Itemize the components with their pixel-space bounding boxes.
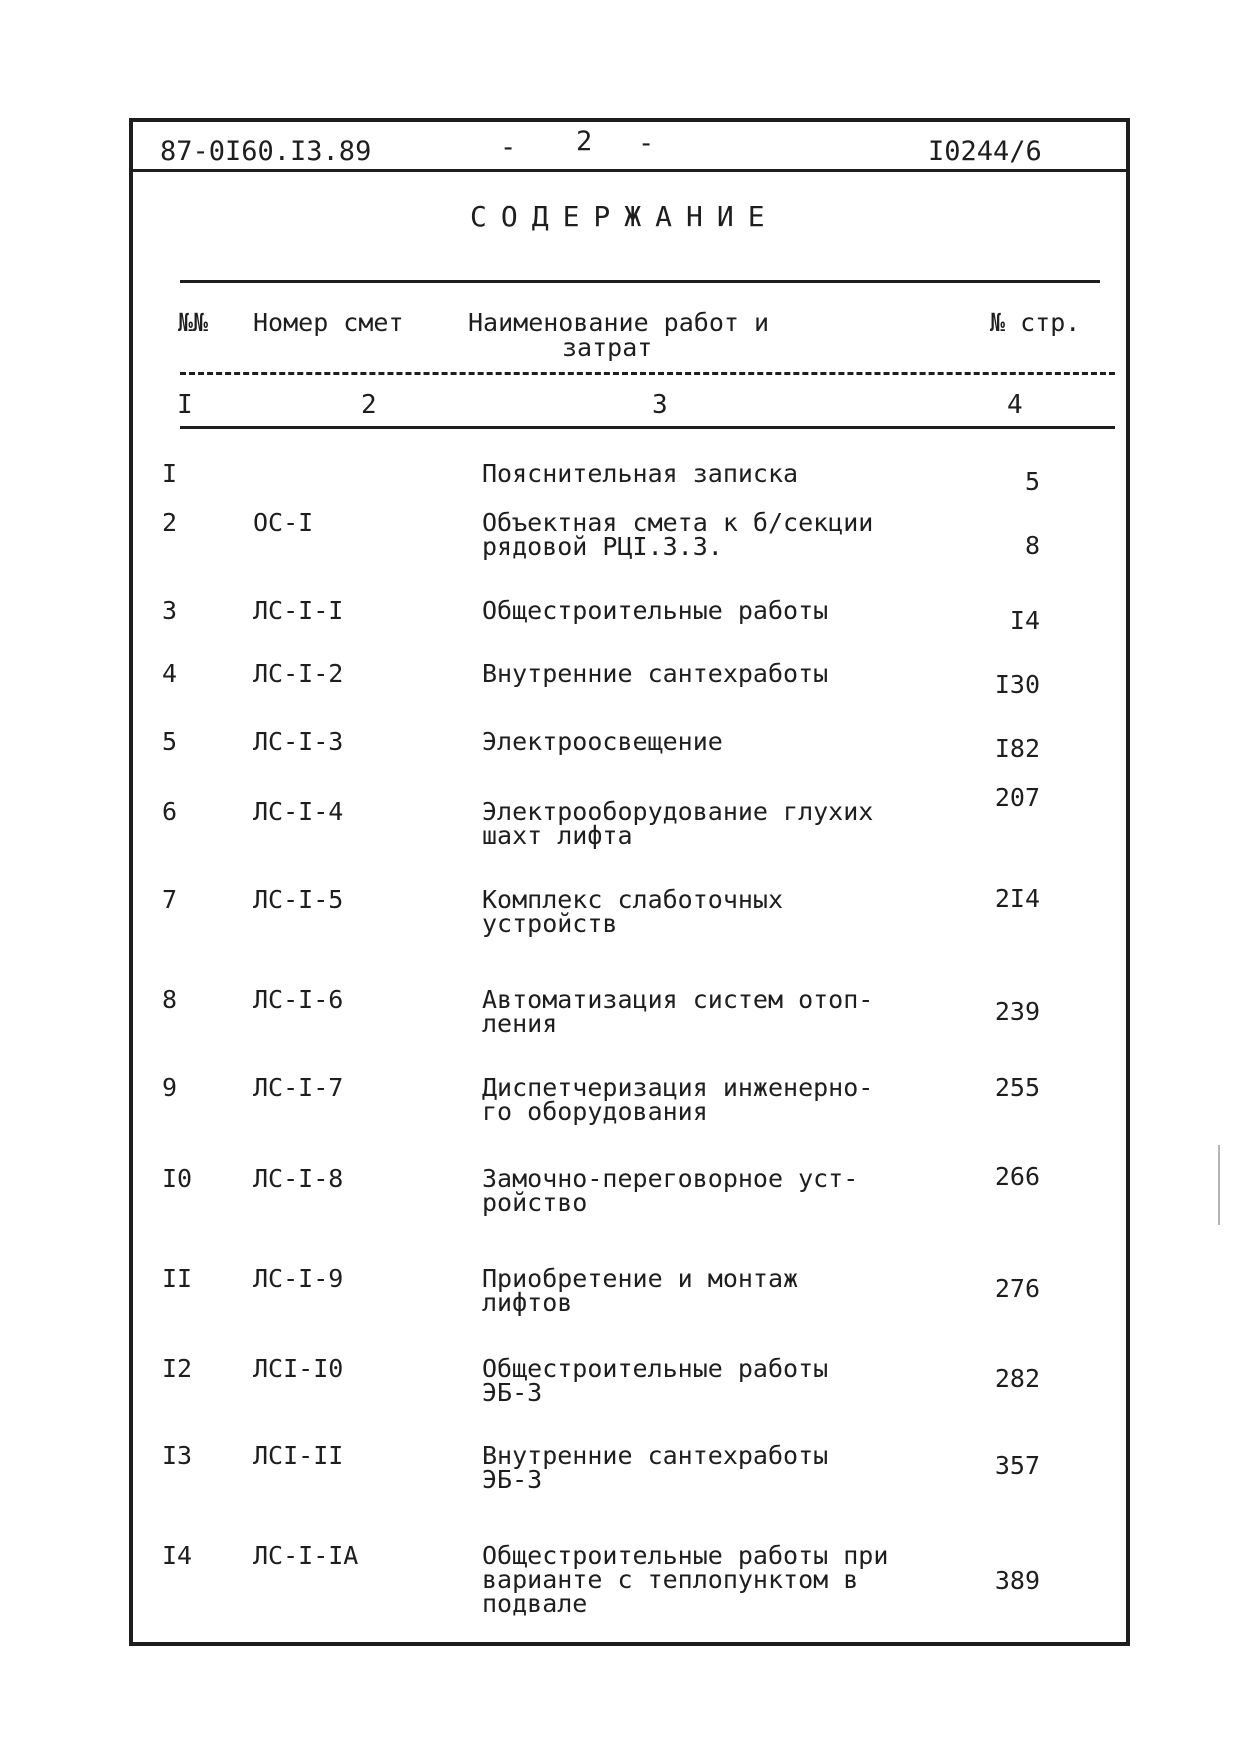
work-name-continued: ления [482,1009,558,1038]
page-number: 2 [576,126,593,157]
work-name: Общестроительные работы при [482,1541,889,1570]
column-header-page: № стр. [990,308,1081,337]
estimate-number: ЛСI-I0 [253,1354,344,1383]
page-number-cell: I82 [994,734,1040,763]
work-name-continued: подвале [482,1589,588,1618]
document-code: 87-0I60.I3.89 [160,136,372,167]
page-number-cell: 239 [994,997,1040,1026]
work-name: Диспетчеризация инженерно- [482,1073,874,1102]
estimate-number: ОС-I [253,508,314,537]
page-number-cell: I30 [994,670,1040,699]
estimate-number: ЛС-I-9 [253,1264,344,1293]
work-name-continued: ройство [482,1188,588,1217]
page-number-cell: 266 [994,1162,1040,1191]
column-number-2: 2 [361,390,377,420]
work-name: Пояснительная записка [482,459,799,488]
estimate-number: ЛС-I-6 [253,985,344,1014]
row-number: 4 [162,659,178,688]
row-number: II [162,1264,193,1293]
row-number: 9 [162,1073,178,1102]
row-number: 7 [162,885,178,914]
row-number: I2 [162,1354,193,1383]
page-dash-left: - [500,132,517,163]
header-divider [129,169,1130,172]
estimate-number: ЛСI-II [253,1441,344,1470]
page-number-cell: 276 [994,1274,1040,1303]
work-name: Внутренние сантехработы [482,1441,829,1470]
work-name-continued: устройств [482,909,618,938]
estimate-number: ЛС-I-IА [253,1541,359,1570]
work-name-continued: шахт лифта [482,821,633,850]
work-name: Замочно-переговорное уст- [482,1164,859,1193]
table-top-rule [180,280,1100,283]
page-number-cell: 255 [994,1073,1040,1102]
column-header-estimate-number: Номер смет [253,308,404,337]
work-name: Общестроительные работы [482,1354,829,1383]
estimate-number: ЛС-I-4 [253,797,344,826]
page-number-cell: 389 [994,1566,1040,1595]
column-number-1: I [177,390,193,420]
work-name-continued: рядовой РЦI.3.3. [482,532,723,561]
row-number: 5 [162,727,178,756]
work-name: Внутренние сантехработы [482,659,829,688]
column-header-dashed-rule [180,372,1115,375]
work-name: Общестроительные работы [482,596,829,625]
work-name: Электроосвещение [482,727,723,756]
row-number: I3 [162,1441,193,1470]
row-number: 3 [162,596,178,625]
work-name: Электрооборудование глухих [482,797,874,826]
work-name-continued: ЭБ-3 [482,1378,543,1407]
estimate-number: ЛС-I-7 [253,1073,344,1102]
work-name: Объектная смета к б/секции [482,508,874,537]
column-header-name-line2: затрат [562,333,653,362]
work-name-continued: го оборудования [482,1097,708,1126]
work-name: Приобретение и монтаж [482,1264,799,1293]
document-right-code: I0244/6 [928,136,1042,167]
page-number-cell: 5 [1024,467,1040,496]
row-number: 8 [162,985,178,1014]
row-number: I4 [162,1541,193,1570]
row-number: 2 [162,508,178,537]
work-name-continued: лифтов [482,1288,573,1317]
estimate-number: ЛС-I-3 [253,727,344,756]
column-header-name-line1: Наименование работ и [468,308,770,337]
estimate-number: ЛС-I-I [253,596,344,625]
page-dash-right: - [638,128,655,159]
scan-margin-mark [1218,1145,1220,1225]
column-number-3: 3 [652,390,668,420]
estimate-number: ЛС-I-8 [253,1164,344,1193]
document-title: СОДЕРЖАНИЕ [470,200,779,233]
estimate-number: ЛС-I-5 [253,885,344,914]
row-number: 6 [162,797,178,826]
work-name: Комплекс слаботочных [482,885,784,914]
page-number-cell: 2I4 [994,884,1040,913]
column-number-4: 4 [1007,390,1023,420]
estimate-number: ЛС-I-2 [253,659,344,688]
page-number-cell: 207 [994,783,1040,812]
column-numbers-rule [180,426,1115,429]
page-number-cell: 357 [994,1451,1040,1480]
row-number: I0 [162,1164,193,1193]
row-number: I [162,459,178,488]
column-header-no: №№ [178,308,209,337]
work-name-continued: ЭБ-3 [482,1465,543,1494]
work-name: Автоматизация систем отоп- [482,985,874,1014]
page-number-cell: I4 [1009,606,1040,635]
work-name-continued: варианте с теплопунктом в [482,1565,859,1594]
page-number-cell: 282 [994,1364,1040,1393]
page-number-cell: 8 [1024,531,1040,560]
